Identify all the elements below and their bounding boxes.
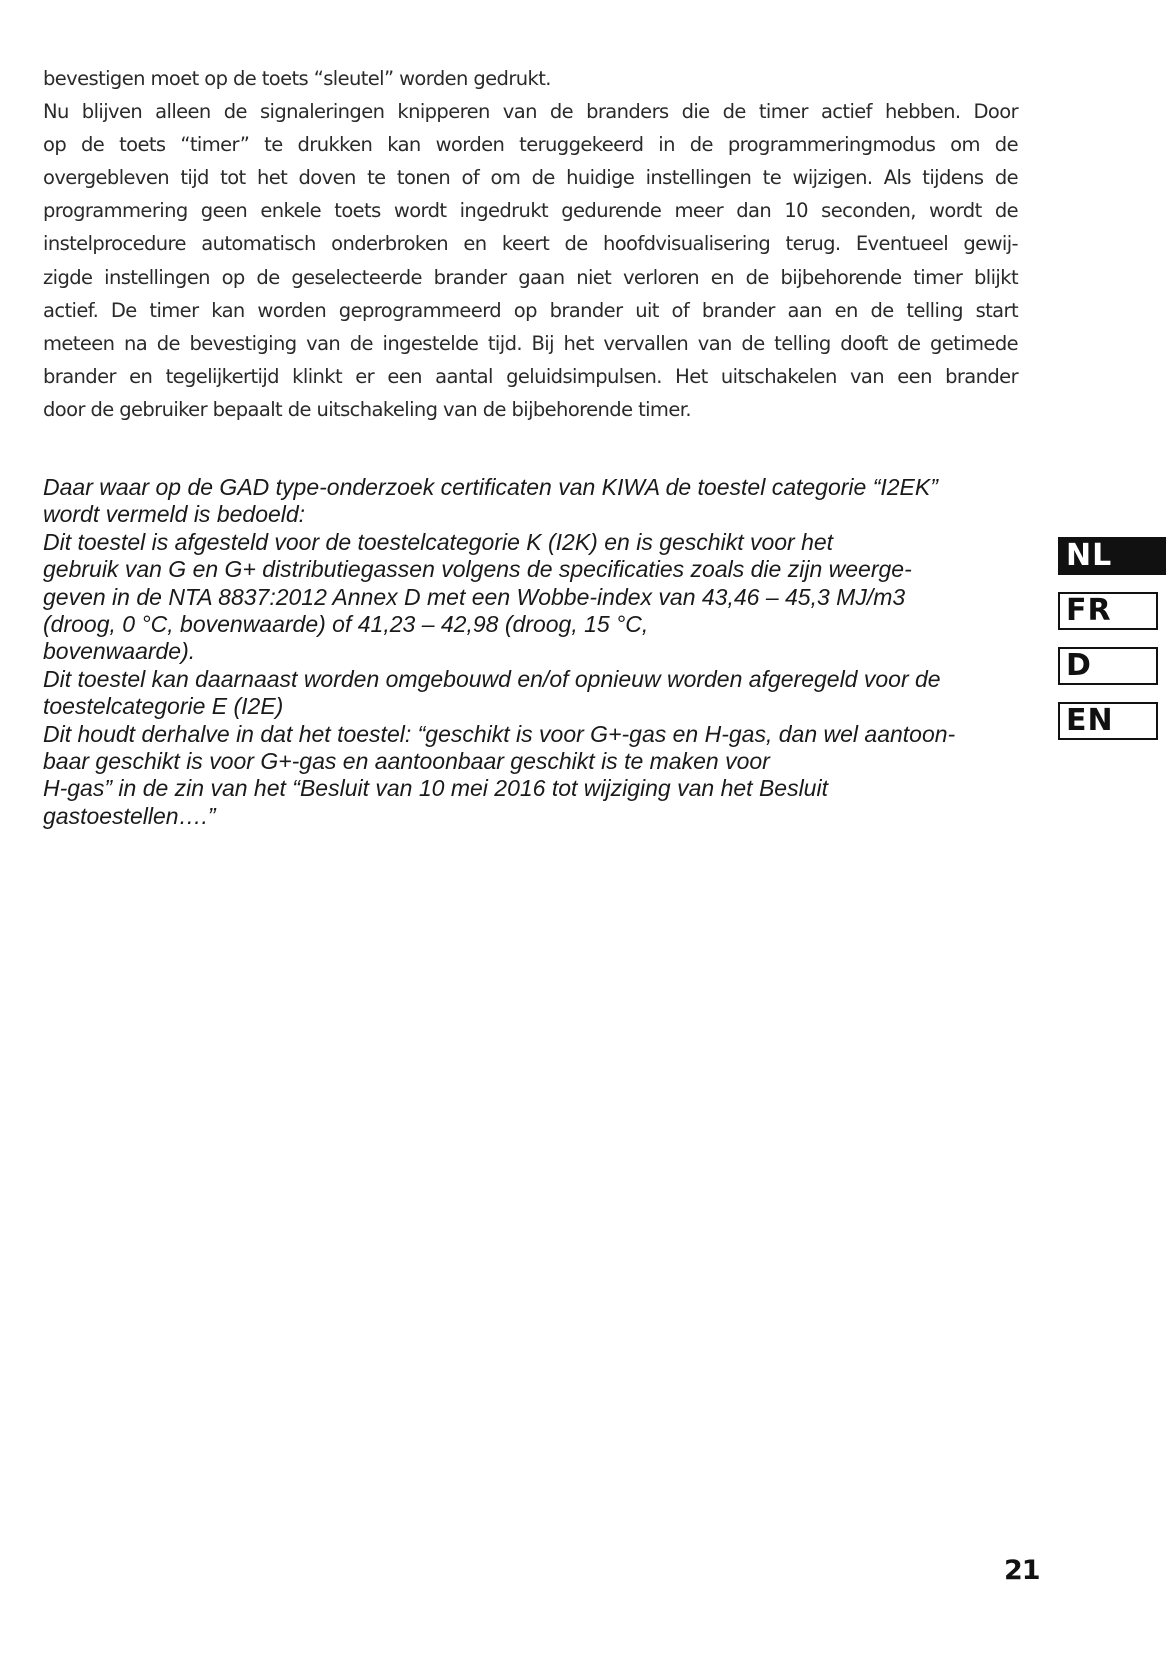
note-line: gebruik van G en G+ distributiegassen volgens de specificaties zoals die zijn weerge- — [43, 556, 912, 583]
note-line: wordt vermeld is bedoeld: — [43, 501, 306, 528]
note-line: Dit houdt derhalve in dat het toestel: “geschikt is voor G+-gas en H-gas, dan wel aantoon- — [43, 720, 956, 747]
body-line: zigde instellingen op de geselecteerde brander gaan niet verloren en de bijbehorende timer blijkt — [43, 265, 1018, 289]
body-paragraph — [43, 62, 1018, 426]
note-line: (droog, 0 °C, bovenwaarde) of 41,23 – 42,98 (droog, 15 °C, — [43, 611, 649, 638]
note-line: gastoestellen….” — [43, 802, 216, 829]
note-line: baar geschikt is voor G+-gas en aantoonbaar geschikt is te maken voor — [43, 748, 770, 775]
body-line: Nu blijven alleen de signaleringen knipperen van de branders die de timer actief hebben. Door — [43, 100, 1018, 124]
body-line: door de gebruiker bepaalt de uitschakeling van de bijbehorende timer. — [43, 397, 691, 421]
note-line: H-gas” in de zin van het “Besluit van 10 mei 2016 tot wijziging van het Besluit — [43, 775, 828, 802]
note-line: Dit toestel kan daarnaast worden omgebouwd en/of opnieuw worden afgeregeld voor de — [43, 665, 941, 692]
body-line: meteen na de bevestiging van de ingestelde tijd. Bij het vervallen van de telling dooft de getimede — [43, 331, 1018, 355]
body-line: programmering geen enkele toets wordt ingedrukt gedurende meer dan 10 seconden, wordt de — [43, 199, 1018, 223]
body-line: instelprocedure automatisch onderbroken en keert de hoofdvisualisering terug. Eventueel gewij- — [43, 232, 1018, 256]
body-line: brander en tegelijkertijd klinkt er een aantal geluidsimpulsen. Het uitschakelen van een brander — [43, 364, 1018, 388]
note-line: Dit toestel is afgesteld voor de toestelcategorie K (I2K) en is geschikt voor het — [43, 528, 834, 555]
note-line: Daar waar op de GAD type-onderzoek certificaten van KIWA de toestel categorie “I2EK” — [43, 474, 938, 500]
note-line: bovenwaarde). — [43, 638, 196, 665]
body-line: op de toets “timer” te drukken kan worden teruggekeerd in de programmeringmodus om de — [43, 133, 1018, 157]
page-number: 21 — [1004, 1555, 1040, 1586]
body-line: overgebleven tijd tot het doven te tonen of om de huidige instellingen te wijzigen. Als tijdens de — [43, 166, 1018, 190]
tab-en[interactable]: EN — [1058, 702, 1158, 740]
note-line: toestelcategorie E (I2E) — [43, 693, 284, 720]
body-line: bevestigen moet op de toets “sleutel” worden gedrukt. — [43, 67, 551, 90]
tab-nl[interactable]: NL — [1058, 537, 1166, 575]
body-line: actief. De timer kan worden geprogrammeerd op brander uit of brander aan en de telling start — [43, 298, 1018, 322]
note-line: geven in de NTA 8837:2012 Annex D met een Wobbe-index van 43,46 – 45,3 MJ/m3 — [43, 583, 906, 610]
italic-note — [43, 474, 1043, 830]
tab-fr[interactable]: FR — [1058, 592, 1158, 630]
tab-d[interactable]: D — [1058, 647, 1158, 685]
